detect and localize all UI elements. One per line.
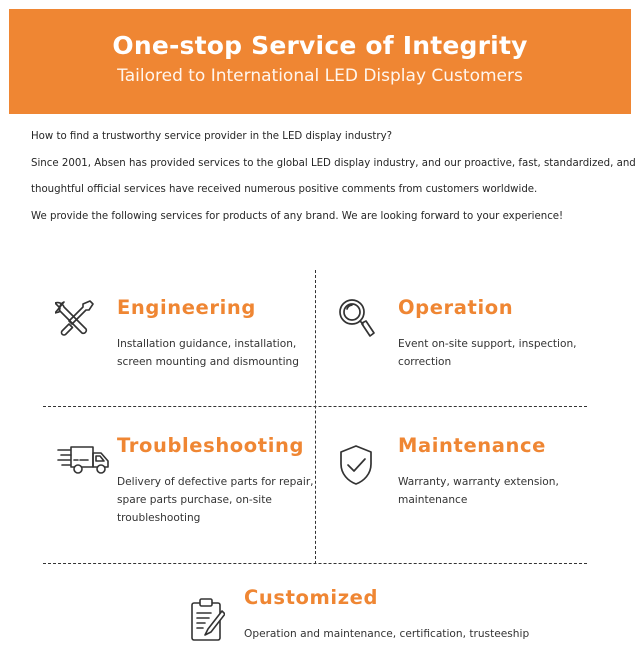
page-title: One-stop Service of Integrity bbox=[112, 31, 528, 60]
service-description bbox=[117, 473, 317, 527]
tools-icon bbox=[55, 297, 97, 339]
clipboard-icon bbox=[189, 597, 225, 643]
description-line: correction bbox=[398, 356, 452, 368]
intro-text bbox=[31, 130, 636, 236]
description-line: troubleshooting bbox=[117, 512, 201, 524]
intro-line: How to find a trustworthy service provider in the LED display industry? bbox=[31, 131, 393, 142]
grid-divider-horizontal bbox=[43, 563, 587, 564]
service-title: Operation bbox=[398, 296, 514, 319]
intro-line: We provide the following services for products of any brand. We are looking forward to your experience! bbox=[31, 210, 564, 222]
service-title: Maintenance bbox=[398, 434, 546, 457]
service-description bbox=[398, 473, 598, 509]
service-description bbox=[117, 335, 317, 371]
delivery-truck-icon bbox=[56, 444, 112, 476]
description-line: spare parts purchase, on-site bbox=[117, 494, 272, 506]
magnifier-icon bbox=[336, 296, 376, 340]
description-line: Operation and maintenance, certification, trusteeship bbox=[244, 628, 530, 640]
service-description bbox=[244, 625, 574, 643]
description-line: Installation guidance, installation, bbox=[117, 338, 297, 350]
service-title: Troubleshooting bbox=[117, 434, 305, 457]
grid-divider-horizontal bbox=[43, 406, 587, 407]
description-line: Delivery of defective parts for repair, bbox=[117, 476, 314, 488]
page-subtitle: Tailored to International LED Display Customers bbox=[117, 66, 523, 86]
service-title: Customized bbox=[244, 586, 379, 609]
header-banner bbox=[9, 9, 631, 114]
description-line: screen mounting and dismounting bbox=[117, 356, 299, 368]
shield-check-icon bbox=[337, 443, 375, 487]
intro-line: Since 2001, Absen has provided services to the global LED display industry, and our proactive, fast, standardized, and bbox=[31, 157, 636, 169]
description-line: Event on-site support, inspection, bbox=[398, 338, 577, 350]
service-title: Engineering bbox=[117, 296, 256, 319]
description-line: maintenance bbox=[398, 494, 468, 506]
description-line: Warranty, warranty extension, bbox=[398, 476, 559, 488]
service-description bbox=[398, 335, 598, 371]
intro-line: thoughtful official services have received numerous positive comments from customers worldwide. bbox=[31, 184, 538, 195]
